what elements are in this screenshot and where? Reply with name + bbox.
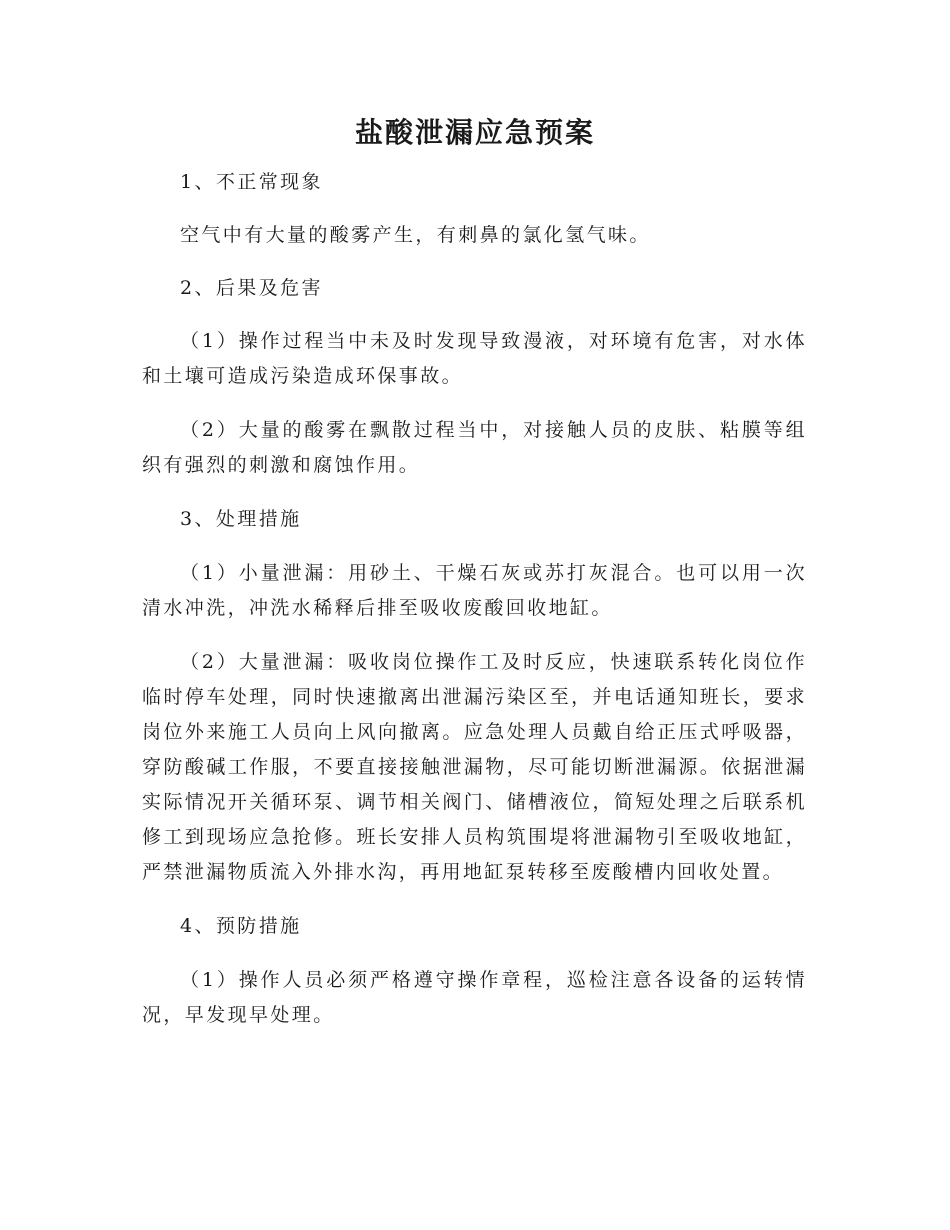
section-heading-handling-measures: 3、处理措施 (180, 508, 302, 530)
section-heading-abnormal-phenomena: 1、不正常现象 (180, 171, 323, 193)
document-body (142, 165, 807, 1033)
section-heading-prevention: 4、预防措施 (180, 915, 302, 937)
document-title: 盐酸泄漏应急预案 (354, 116, 595, 149)
section-heading-consequences: 2、后果及危害 (180, 277, 323, 299)
paragraph-abnormal-description: 空气中有大量的酸雾产生，有刺鼻的氯化氢气味。 (180, 224, 651, 246)
paragraph-consequence-1: （1）操作过程当中未及时发现导致漫液，对环境有危害，对水体和土壤可造成污染造成环保事故。 (142, 330, 807, 387)
paragraph-large-leak: （2）大量泄漏：吸收岗位操作工及时反应，快速联系转化岗位作临时停车处理，同时快速撤离出泄漏污染区至，并电话通知班长，要求岗位外来施工人员向上风向撤离。应急处理人员戴自给正压式呼吸器，穿防酸碱工作服，不要直接接触泄漏物，尽可能切断泄漏源。依据泄漏实际情况开关循环泵、调节相关阀门、储槽液位，简短处理之后联系机修工到现场应急抢修。班长安排人员构筑围堤将泄漏物引至吸收地缸，严禁泄漏物质流入外排水沟，再用地缸泵转移至废酸槽内回收处置。 (142, 651, 807, 883)
paragraph-consequence-2: （2）大量的酸雾在飘散过程当中，对接触人员的皮肤、粘膜等组织有强烈的刺激和腐蚀作用。 (142, 419, 807, 476)
paragraph-prevention-1: （1）操作人员必须严格遵守操作章程，巡检注意各设备的运转情况，早发现早处理。 (142, 969, 807, 1026)
paragraph-small-leak: （1）小量泄漏：用砂土、干燥石灰或苏打灰混合。也可以用一次清水冲洗，冲洗水稀释后排至吸收废酸回收地缸。 (142, 562, 807, 619)
